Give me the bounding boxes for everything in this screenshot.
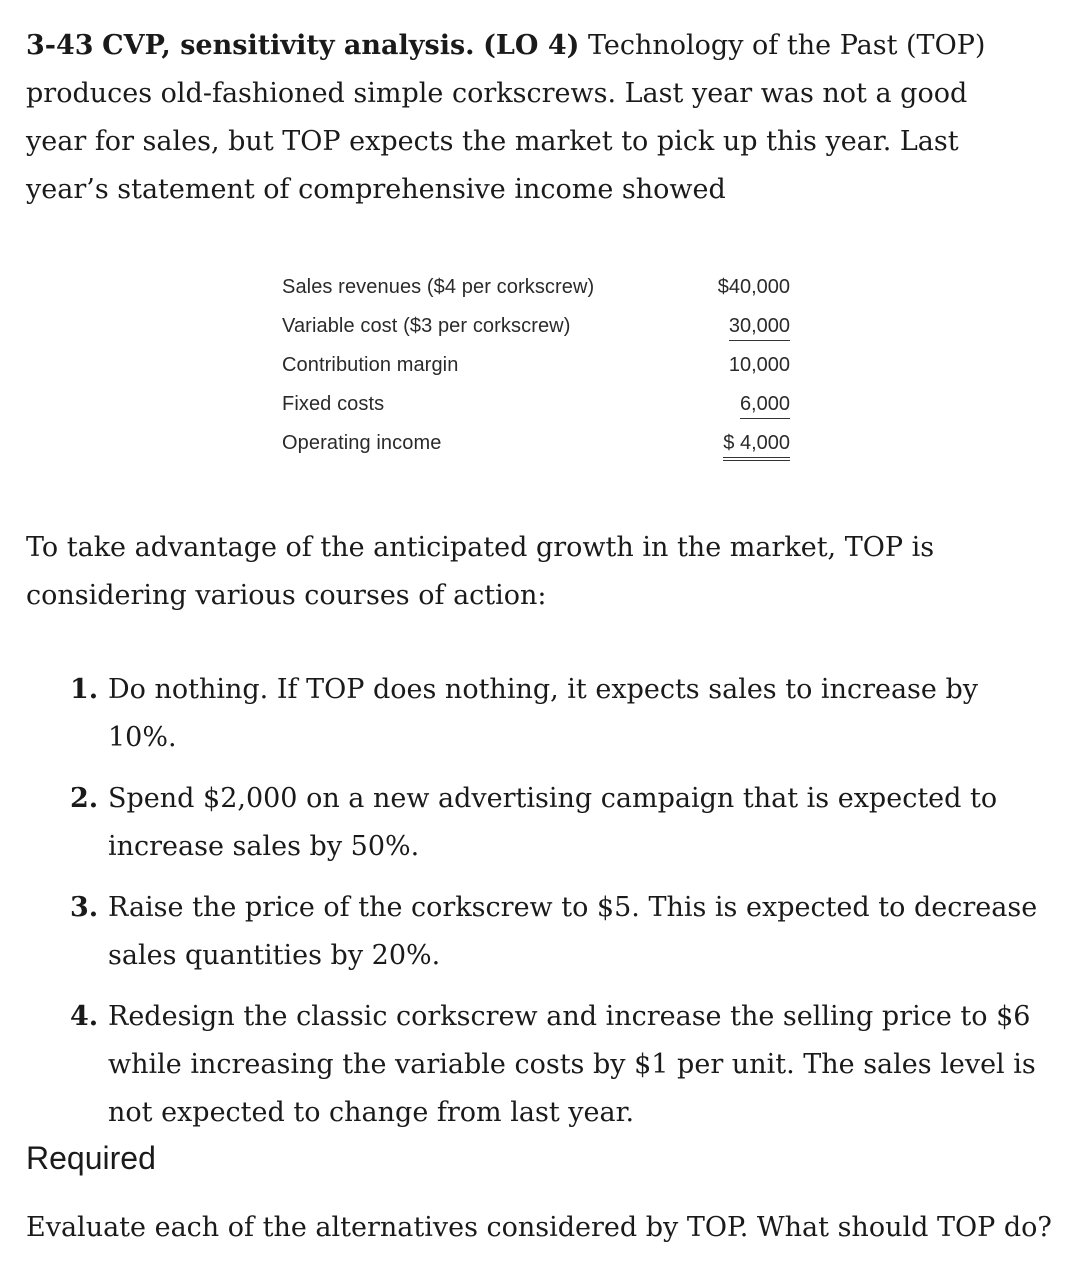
option-text: Spend $2,000 on a new advertising campaign that is expected to increase sales by 50%.: [108, 783, 998, 862]
required-text: Evaluate each of the alternatives considered by TOP. What should TOP do?: [26, 1212, 1052, 1243]
option-number: 1.: [70, 674, 99, 705]
statement-label: Variable cost ($3 per corkscrew): [282, 315, 571, 337]
problem-title: CVP, sensitivity analysis.: [102, 30, 475, 61]
statement-amount: 10,000: [728, 354, 790, 376]
statement-label: Operating income: [282, 432, 442, 454]
list-item: [70, 884, 1045, 980]
context-paragraph: To take advantage of the anticipated growth in the market, TOP is considering various courses of action:: [26, 532, 935, 611]
problem-intro: [26, 22, 1036, 214]
list-item: [70, 993, 1045, 1137]
statement-label: Fixed costs: [282, 393, 385, 415]
list-item: [70, 666, 1045, 762]
statement-row-fixed-costs: [276, 389, 798, 419]
statement-row-operating-income: [276, 428, 798, 458]
required-heading: Required: [26, 1140, 156, 1176]
statement-label: Contribution margin: [282, 354, 459, 376]
statement-amount: 30,000: [729, 315, 790, 341]
income-statement: [276, 270, 798, 464]
statement-row-contribution-margin: [276, 350, 798, 380]
list-item: [70, 775, 1045, 871]
statement-row-variable-cost: [276, 311, 798, 341]
problem-number: 3-43: [26, 30, 94, 61]
statement-amount: $ 4,000: [723, 432, 790, 461]
statement-amount: 6,000: [740, 393, 790, 419]
option-number: 3.: [70, 892, 99, 923]
statement-label: Sales revenues ($4 per corkscrew): [282, 276, 595, 298]
option-number: 2.: [70, 783, 99, 814]
option-text: Do nothing. If TOP does nothing, it expects sales to increase by 10%.: [108, 674, 979, 753]
options-list: [70, 666, 1045, 1150]
statement-amount: $40,000: [717, 276, 790, 298]
option-text: Redesign the classic corkscrew and increase the selling price to $6 while increasing the variable costs by $1 per unit. The sales level is not expected to change from last year.: [108, 1001, 1036, 1128]
option-number: 4.: [70, 1001, 99, 1032]
problem-intro-text: Technology of the Past (TOP) produces old-fashioned simple corkscrews. Last year was not a good year for sales, but TOP expects the market to pick up this year. Last year’s statement of comprehensive income showed: [26, 30, 986, 205]
option-text: Raise the price of the corkscrew to $5. This is expected to decrease sales quantities by 20%.: [108, 892, 1038, 971]
statement-row-sales: [276, 272, 798, 302]
learning-objective: (LO 4): [483, 30, 580, 61]
